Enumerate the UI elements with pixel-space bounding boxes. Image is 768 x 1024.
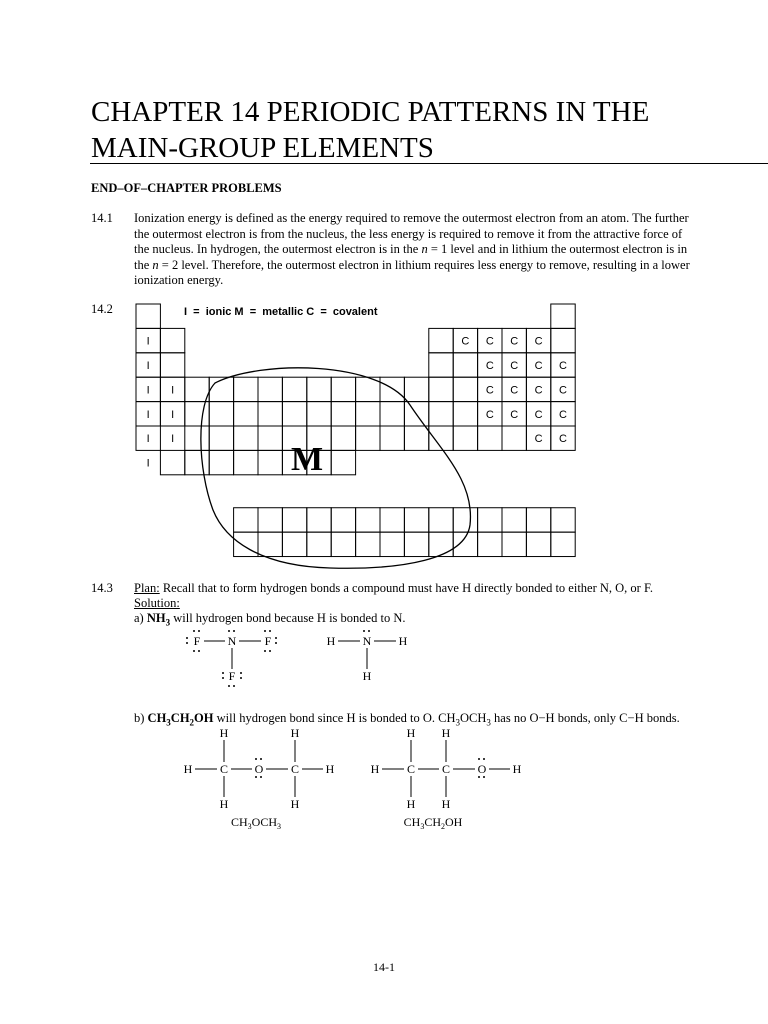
b-dash-1: − [538,711,546,725]
p141-text-2: = 1 level and in lithium the outermost electron is in the [134,242,688,272]
pt-cell [185,402,209,426]
part-b-text-2: OCH [460,711,487,725]
part-a-line [134,611,405,628]
pt-cell [526,508,550,532]
pt-covalent-label: C [559,433,567,446]
pt-cell [404,532,428,556]
part-b-text-5: H bonds. [634,711,680,725]
pt-cell [551,508,575,532]
pt-cell [526,532,550,556]
dme-h-bottom-2: H [290,797,300,811]
pt-cell [429,377,453,401]
dme-h-top-1: H [219,726,229,740]
nh3-h-bottom: H [362,669,372,683]
pt-covalent-label: C [534,408,543,421]
plan-text: Recall that to form hydrogen bonds a compound must have H directly bonded to either N, O, or F. [159,581,654,595]
page-number: 14-1 [373,960,395,974]
pt-ionic-label: I [171,433,175,446]
pt-cell [356,508,380,532]
nf3-f-left: F [193,634,201,648]
pt-covalent-label: C [510,408,519,421]
dme-label-sub-2: 3 [277,822,282,831]
pt-cell [404,508,428,532]
pt-cell [209,402,233,426]
pt-cell [380,377,404,401]
dme-label-ch-1: CH [230,815,248,829]
nh3-n: N [362,634,372,648]
pt-cell [453,532,477,556]
b-oh: OH [194,711,214,725]
pt-covalent-label: C [461,335,470,348]
pt-cell [282,532,306,556]
pt-cell [209,377,233,401]
pt-covalent-label: C [485,384,494,397]
pt-ionic-label: I [146,360,150,372]
pt-cell [282,377,306,401]
pt-cell [234,508,258,532]
pt-cell [453,402,477,426]
eth-label-ch-2: CH [424,815,441,829]
pt-cell [380,508,404,532]
periodic-table-legend: I = ionic M = metallic C = covalent [184,306,378,318]
pt-cell [551,328,575,352]
nh3-h-right: H [398,634,408,648]
eth-c-1: C [406,762,416,776]
p141-n-2: n [152,257,159,272]
pt-cell [258,508,282,532]
pt-cell [356,402,380,426]
pt-cell [234,377,258,401]
title-line-2: MAIN-GROUP ELEMENTS [91,132,434,164]
pt-covalent-label: C [534,335,543,348]
pt-cell [160,328,184,352]
dme-label-ch-2: CH [260,815,278,829]
pt-cell [331,508,355,532]
metallic-label: M [290,441,324,478]
pt-cell [551,304,575,328]
pt-cell [502,508,526,532]
eth-h-left: H [370,762,380,776]
b-sub-2: 2 [189,717,195,728]
metallic-region-outline [201,368,471,568]
section-heading: END–OF–CHAPTER PROBLEMS [91,181,282,195]
part-b-prefix: b) [134,711,148,725]
pt-covalent-label: C [510,384,519,397]
dme-h-left: H [183,762,193,776]
eth-h-top-2: H [441,726,451,740]
dme-label-sub-1: 3 [247,822,252,831]
pt-covalent-label: C [485,335,494,348]
pt-cell [160,450,184,474]
part-a-prefix: a) [134,611,147,625]
part-b-line [134,711,680,728]
pt-cell [380,532,404,556]
p141-n-1: n [421,242,428,256]
pt-cell [478,532,502,556]
pt-cell [453,508,477,532]
eth-o: O [477,762,487,776]
pt-cell [429,353,453,377]
part-b-text-3: has no O [490,711,539,725]
pt-covalent-label: C [534,360,543,372]
pt-ionic-label: I [146,384,150,397]
pt-covalent-label: C [534,433,543,446]
solution-label: Solution: [134,596,180,610]
pt-cell [282,508,306,532]
pt-cell [429,328,453,352]
problem-number-14-1: 14.1 [91,211,113,225]
part-a-text: will hydrogen bond because H is bonded to N. [170,611,406,625]
pt-cell [234,532,258,556]
pt-cell [307,508,331,532]
pt-cell [331,450,355,474]
pt-covalent-label: C [510,335,519,348]
dme-h-top-2: H [290,726,300,740]
pt-cell [234,402,258,426]
pt-cell [453,377,477,401]
pt-cell [209,450,233,474]
pt-cell [160,353,184,377]
pt-cell [234,450,258,474]
pt-cell [478,508,502,532]
pt-cell [478,426,502,450]
eth-label-sub-1: 3 [420,822,425,831]
pt-cell [234,426,258,450]
pt-cell [307,402,331,426]
dme-label-o: O [251,815,261,829]
p141-text-1: Ionization energy is defined as the energy required to remove the outermost electron from an atom. The further the outermost electron is from the nucleus, the less energy is required to remove it from the attractive force of the nucleus. In hydrogen, the outermost electron is in the [134,211,689,256]
pt-cell [136,304,160,328]
b-sub-4: 3 [486,717,491,728]
part-b-text-1: will hydrogen bond since H is bonded to O. CH [213,711,456,725]
pt-covalent-label: C [559,360,567,372]
pt-cell [258,402,282,426]
title-line-1: CHAPTER 14 PERIODIC PATTERNS IN THE [91,96,650,128]
pt-covalent-label: C [534,384,543,397]
pt-ionic-label: I [146,433,150,446]
problem-number-14-2: 14.2 [91,302,113,316]
pt-cell [404,377,428,401]
pt-cell [453,353,477,377]
dme-h-right: H [325,762,335,776]
eth-label-ch-1: CH [403,815,421,829]
pt-cell [331,426,355,450]
b-ch-2: CH [170,711,190,725]
pt-cell [380,426,404,450]
plan-label: Plan: [134,581,160,595]
pt-covalent-label: C [485,360,494,372]
pt-cell [356,426,380,450]
plan-line [134,581,653,596]
pt-cell [502,426,526,450]
pt-cell [380,402,404,426]
periodic-table-labels [147,336,567,470]
pt-cell [429,508,453,532]
pt-cell [258,426,282,450]
p141-text-3: = 2 level. Therefore, the outermost electron in lithium requires less energy to remove, resulting in a lower ionization energy. [134,257,690,287]
eth-h-bottom-1: H [406,797,416,811]
pt-cell [307,377,331,401]
part-a-sub: 3 [165,617,171,628]
pt-cell [258,377,282,401]
pt-cell [282,402,306,426]
dme-c-1: C [219,762,229,776]
pt-cell [404,426,428,450]
b-sub-3: 3 [455,717,460,728]
pt-ionic-label: I [146,335,150,348]
eth-c-2: C [441,762,451,776]
pt-ionic-label: I [171,408,175,421]
dme-h-bottom-1: H [219,797,229,811]
part-b-text-4: H bonds, only C [545,711,628,725]
pt-covalent-label: C [559,408,567,421]
nf3-f-right: F [264,634,272,648]
pt-cell [429,402,453,426]
pt-cell [209,426,233,450]
pt-cell [258,532,282,556]
nf3-f-bottom: F [228,669,236,683]
pt-ionic-label: I [171,384,175,397]
eth-h-top-1: H [406,726,416,740]
pt-cell [331,532,355,556]
b-ch-1: CH [147,711,167,725]
pt-cell [331,402,355,426]
pt-cell [429,532,453,556]
nf3-n: N [227,634,237,648]
pt-ionic-label: I [146,457,150,470]
dme-c-2: C [290,762,300,776]
pt-covalent-label: C [510,360,519,372]
eth-h-oh: H [512,762,522,776]
problem-number-14-3: 14.3 [91,581,113,595]
b-dash-2: − [627,711,635,725]
dme-o: O [254,762,264,776]
nh3-h-left: H [326,634,336,648]
pt-cell [551,532,575,556]
pt-cell [185,450,209,474]
pt-cell [185,426,209,450]
pt-cell [331,377,355,401]
eth-label-sub-2: 2 [441,822,445,831]
eth-label-oh: OH [445,815,463,829]
pt-cell [356,532,380,556]
part-a-formula: NH [146,611,166,625]
pt-cell [258,450,282,474]
pt-cell [502,532,526,556]
pt-cell [307,532,331,556]
pt-cell [453,426,477,450]
eth-h-bottom-2: H [441,797,451,811]
b-sub-1: 3 [166,717,171,728]
pt-ionic-label: I [146,408,150,421]
pt-covalent-label: C [559,384,567,397]
pt-covalent-label: C [485,408,494,421]
pt-cell [185,377,209,401]
